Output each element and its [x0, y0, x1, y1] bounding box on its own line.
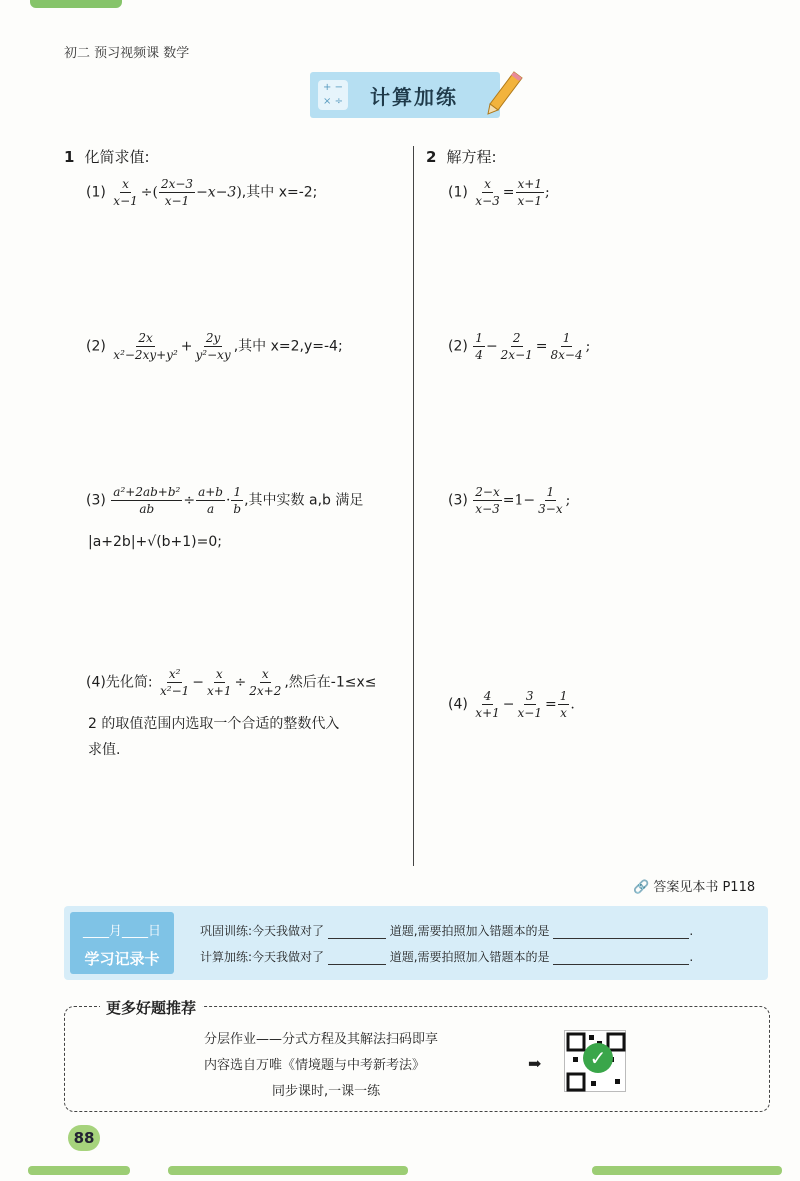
problem-condition: ,然后在-1≤x≤: [284, 674, 377, 691]
fraction: $\frac{4}{x+1}$: [475, 689, 500, 720]
q1-problem-4: (4)先化简: $\frac{\text{x²}}{\text{x²−1}}$ − $\frac{x}{x+1}$ ÷ $\frac{x}{2x+2}$ ,然后在-1≤x≤: [86, 667, 377, 698]
checkmark-icon: ✓: [583, 1043, 613, 1073]
correct-count-blank[interactable]: [328, 938, 386, 939]
mistake-note-blank[interactable]: [553, 964, 689, 965]
record-line-text: 计算加练:今天我做对了: [200, 950, 325, 964]
problem-label: (2): [86, 338, 106, 355]
pencil-icon: [484, 70, 524, 114]
correct-count-blank[interactable]: [328, 964, 386, 965]
record-card-tag: [70, 912, 174, 974]
calculator-icon: + − × ÷: [318, 80, 348, 110]
page-number: 88: [68, 1125, 100, 1151]
question-title: 化简求值:: [84, 148, 150, 166]
answer-reference-text: 答案见本书 P118: [653, 880, 756, 895]
fraction: $\frac{x}{x-3}$: [475, 177, 500, 208]
problem-condition: ,其中 x=2,y=-4;: [233, 338, 343, 355]
fraction: $\frac{1}{x}$: [559, 689, 568, 720]
fraction: $\frac{\text{a²+2ab+b²}}{ab}$: [113, 485, 181, 516]
bottom-decor-strip: [592, 1166, 782, 1175]
fraction: $\frac{1}{8x-4}$: [550, 331, 583, 362]
fraction: $\frac{1}{3-x}$: [538, 485, 563, 516]
recommend-line-3: 同步课时,一课一练: [272, 1084, 381, 1099]
q1-problem-1: (1) $\frac{x}{x-1}$ ÷( $\frac{2x-3}{x-1}$ −x−3),其中 x=-2;: [86, 177, 318, 208]
question-2-heading: [426, 146, 497, 167]
mistake-note-blank[interactable]: [553, 938, 689, 939]
fraction: $\frac{\text{x²}}{\text{x²−1}}$: [160, 667, 190, 698]
arrow-right-icon: ➡: [528, 1054, 542, 1073]
problem-label: (4): [448, 696, 468, 713]
problem-label: (2): [448, 338, 468, 355]
q1-problem-4-line2: 2 的取值范围内选取一个合适的整数代入: [88, 716, 340, 732]
fraction: $\frac{x}{2x+2}$: [249, 667, 282, 698]
problem-condition: ,其中 x=-2;: [241, 184, 318, 201]
bottom-decor-strip: [168, 1166, 408, 1175]
record-line-extra-practice: 计算加练:今天我做对了 道题,需要拍照加入错题本的是 .: [200, 950, 694, 964]
problem-label: (4)先化简:: [86, 674, 153, 691]
problem-label: (1): [86, 184, 106, 201]
fraction: $\frac{2-x}{x-3}$: [475, 485, 500, 516]
fraction: $\frac{2}{2x-1}$: [500, 331, 533, 362]
problem-label: (1): [448, 184, 468, 201]
fraction: $\frac{x+1}{x-1}$: [517, 177, 542, 208]
q2-problem-4: (4) $\frac{4}{x+1}$ − $\frac{3}{x-1}$ = $\frac{1}{x}$ .: [448, 689, 575, 720]
qr-code[interactable]: [564, 1030, 626, 1092]
fraction: $\frac{2x-3}{x-1}$: [160, 177, 194, 208]
recommend-title: 更多好题推荐: [100, 997, 202, 1018]
record-line-consolidation: 巩固训练:今天我做对了 道题,需要拍照加入错题本的是 .: [200, 924, 694, 938]
q1-problem-2: (2) $\frac{2x}{\text{x²−2xy+y²}}$ + $\frac{2y}{\text{y²−xy}}$ ,其中 x=2,y=-4;: [86, 331, 343, 362]
q2-problem-1: (1) $\frac{x}{x-3}$ = $\frac{x+1}{x-1}$ ;: [448, 177, 550, 208]
header-label: 初二 预习视频课 数学: [64, 46, 190, 61]
section-banner: [310, 72, 500, 118]
record-line-text: 道题,需要拍照加入错题本的是: [389, 924, 550, 938]
record-card-title: 学习记录卡: [84, 950, 160, 968]
section-title: 计算加练: [370, 85, 458, 109]
problem-label: (3): [448, 492, 468, 509]
fraction: $\frac{1}{4}$: [475, 331, 483, 362]
answer-reference: [633, 876, 755, 895]
q2-problem-3: (3) $\frac{2-x}{x-3}$ =1− $\frac{1}{3-x}$ ;: [448, 485, 571, 516]
problem-condition: ,其中实数 a,b 满足: [244, 492, 364, 509]
recommend-line-1: 分层作业——分式方程及其解法扫码即享: [204, 1032, 439, 1047]
record-line-text: 巩固训练:今天我做对了: [200, 924, 325, 938]
q1-problem-3-condition: |a+2b|+√(b+1)=0;: [88, 534, 222, 550]
recommend-line-2: 内容选自万唯《情境题与中考新考法》: [204, 1058, 426, 1073]
fraction: $\frac{2x}{\text{x²−2xy+y²}}$: [113, 331, 178, 362]
record-line-text: 道题,需要拍照加入错题本的是: [389, 950, 550, 964]
question-number: 1: [64, 148, 75, 166]
bottom-decor-strip: [28, 1166, 130, 1175]
q2-problem-2: (2) $\frac{1}{4}$ − $\frac{2}{2x-1}$ = $\frac{1}{8x-4}$ ;: [448, 331, 591, 362]
fraction: $\frac{x}{x-1}$: [113, 177, 138, 208]
column-divider: [413, 146, 414, 866]
question-title: 解方程:: [446, 148, 497, 166]
q1-problem-4-line3: 求值.: [88, 742, 121, 758]
question-1-heading: [64, 146, 150, 167]
fraction: $\frac{x}{x+1}$: [207, 667, 232, 698]
study-record-card: [64, 906, 768, 980]
question-number: 2: [426, 148, 437, 166]
top-decor-strip: [30, 0, 122, 8]
problem-label: (3): [86, 492, 106, 509]
fraction: $\frac{3}{x-1}$: [517, 689, 542, 720]
record-date: ____月____日: [82, 924, 161, 939]
q1-problem-3: (3) $\frac{\text{a²+2ab+b²}}{ab}$ ÷ $\frac{a+b}{a}$ · $\frac{1}{b}$ ,其中实数 a,b 满足: [86, 485, 364, 516]
link-icon: 🔗: [633, 880, 650, 895]
fraction: $\frac{1}{b}$: [233, 485, 242, 516]
fraction: $\frac{a+b}{a}$: [198, 485, 223, 516]
fraction: $\frac{2y}{\text{y²−xy}}$: [195, 331, 231, 362]
